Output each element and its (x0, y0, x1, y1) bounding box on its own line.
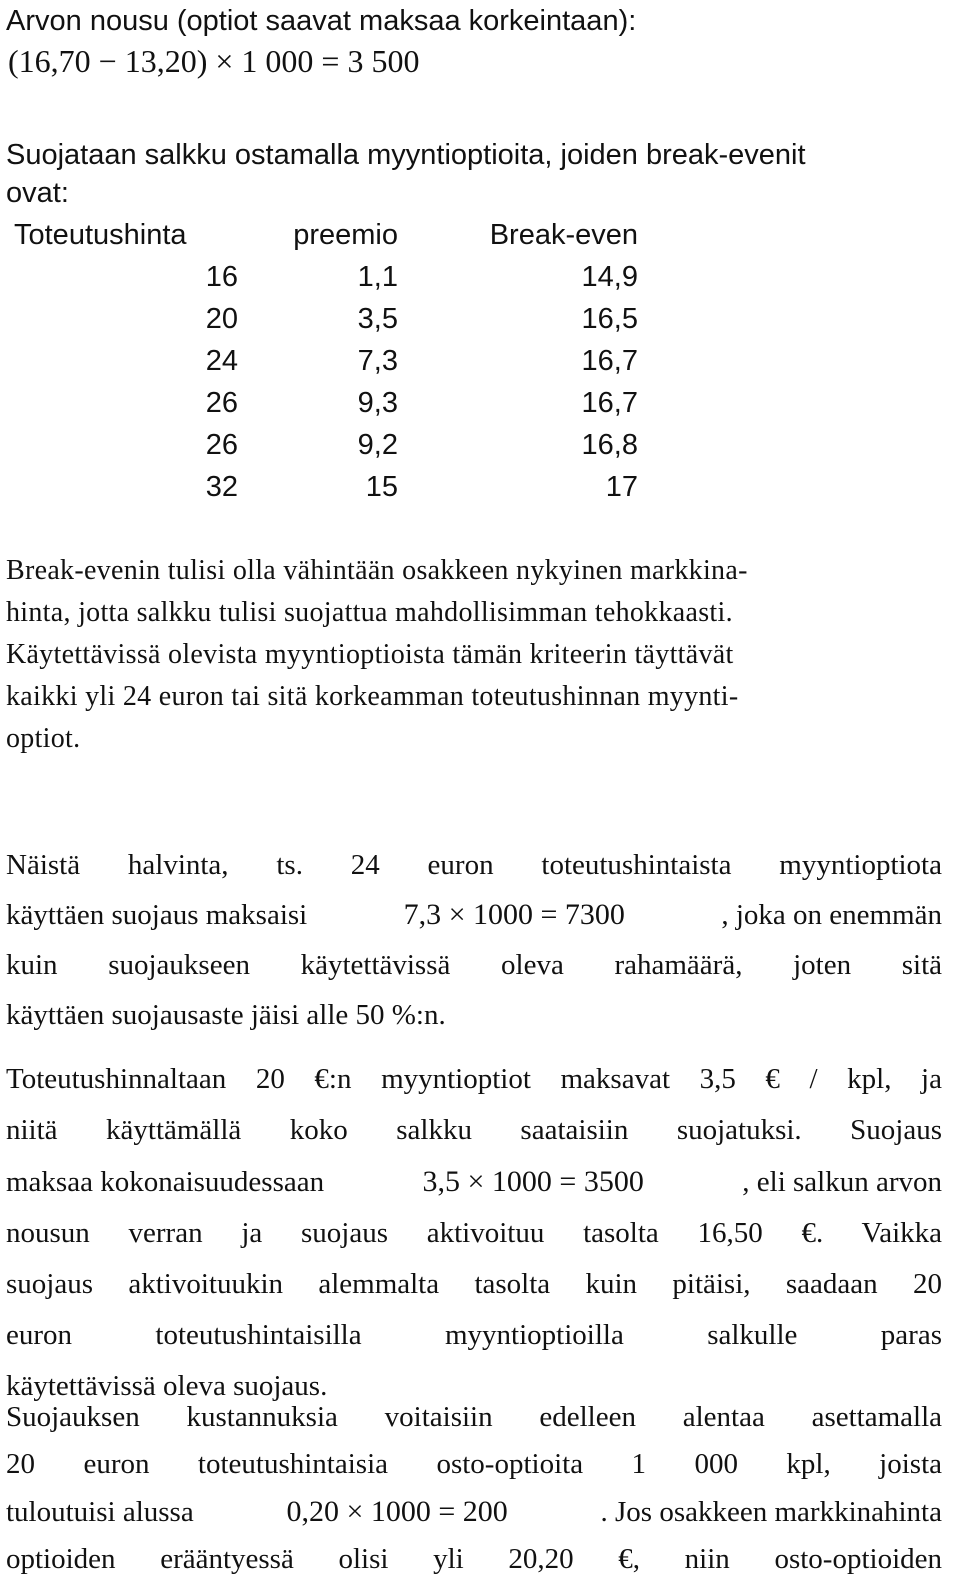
intro-formula-block (8, 40, 944, 84)
formula-toteutus: 3,5 × 1000 = 3500 (422, 1165, 644, 1198)
table-cell: 26 (205, 387, 238, 419)
paragraph-toteutus (6, 1054, 942, 1412)
table-cell: 1,1 (357, 261, 398, 293)
paragraph-line: käyttäen suojausaste jäisi alle 50 %:n. (6, 999, 446, 1031)
paragraph-text: , joka on enemmän (721, 899, 942, 931)
paragraph-line: ovat: (6, 177, 69, 209)
paragraph-line: niitä käyttämällä koko salkku saataisiin suojatuksi. Suojaus (6, 1114, 942, 1146)
paragraph-line: hinta, jotta salkku tulisi suojattua mahdollisimman tehokkaasti. (6, 597, 733, 628)
intro-section (6, 0, 942, 42)
paragraph-line: nousun verran ja suojaus aktivoituu tasolta 16,50 €. Vaikka (6, 1217, 942, 1249)
table-header-row (14, 214, 638, 256)
table-cell: 9,3 (357, 387, 398, 419)
table-row (14, 256, 638, 298)
table-cell: 3,5 (357, 303, 398, 335)
paragraph-line: Break-evenin tulisi olla vähintään osakkeen nykyinen markkina- (6, 555, 748, 586)
table-cell: 16,5 (581, 303, 638, 335)
table-header: Toteutushinta (14, 219, 187, 251)
table-cell: 32 (205, 471, 238, 503)
paragraph-text: . Jos osakkeen markkinahinta (600, 1496, 942, 1528)
paragraph-line-with-formula (6, 890, 942, 940)
paragraph-line: optiot. (6, 723, 81, 754)
paragraph-line: Suojauksen kustannuksia voitaisiin edelleen alentaa asettamalla (6, 1401, 942, 1433)
paragraph-text: , eli salkun arvon (742, 1166, 942, 1198)
paragraph-line-with-formula (6, 1156, 942, 1208)
table-cell: 14,9 (581, 261, 638, 293)
intro-heading: Arvon nousu (optiot saavat maksaa korkeintaan): (6, 5, 637, 37)
formula-kustannus: 0,20 × 1000 = 200 (286, 1495, 508, 1528)
table-cell: 17 (605, 471, 638, 503)
paragraph-line: käytettävissä oleva suojaus. (6, 1370, 328, 1402)
paragraph-line: Käytettävissä olevista myyntioptioista tämän kriteerin täyttävät (6, 639, 734, 670)
table-cell: 9,2 (357, 429, 398, 461)
paragraph-line: 20 euron toteutushintaisia osto-optioita 1 000 kpl, joista (6, 1448, 942, 1480)
table-cell: 16,8 (581, 429, 638, 461)
table-cell: 16,7 (581, 387, 638, 419)
table-row (14, 298, 638, 340)
table-cell: 20 (205, 303, 238, 335)
paragraph-naista (6, 840, 942, 1040)
paragraph-line: Näistä halvinta, ts. 24 euron toteutushintaista myyntioptiota (6, 849, 942, 881)
paragraph-suojataan (6, 134, 942, 214)
paragraph-text: maksaa kokonaisuudessaan (6, 1166, 325, 1198)
table-cell: 16 (205, 261, 238, 293)
intro-formula: (16,70 − 13,20) × 1 000 = 3 500 (8, 43, 420, 79)
paragraph-line: Suojataan salkku ostamalla myyntioptioita, joiden break-evenit (6, 139, 806, 171)
paragraph-kustannus (6, 1394, 942, 1583)
formula-naista: 7,3 × 1000 = 7300 (403, 898, 625, 931)
table-header: preemio (293, 219, 398, 251)
table-cell: 24 (205, 345, 238, 377)
paragraph-line-with-formula (6, 1488, 942, 1536)
paragraph-line: kuin suojaukseen käytettävissä oleva rahamäärä, joten sitä (6, 949, 942, 981)
table-cell: 16,7 (581, 345, 638, 377)
table-cell: 7,3 (357, 345, 398, 377)
paragraph-text: tuloutuisi alussa (6, 1496, 194, 1528)
table-header: Break-even (489, 219, 638, 251)
table-row (14, 466, 638, 508)
table-row (14, 424, 638, 466)
option-table (14, 214, 638, 508)
table-cell: 15 (365, 471, 398, 503)
paragraph-line: suojaus aktivoituukin alemmalta tasolta kuin pitäisi, saadaan 20 (6, 1268, 942, 1300)
paragraph-line: optioiden erääntyessä olisi yli 20,20 €, niin osto-optioiden (6, 1543, 942, 1575)
paragraph-line: Toteutushinnaltaan 20 €:n myyntioptiot maksavat 3,5 € / kpl, ja (6, 1063, 942, 1095)
table-cell: 26 (205, 429, 238, 461)
paragraph-line: kaikki yli 24 euron tai sitä korkeamman toteutushinnan myynti- (6, 681, 739, 712)
paragraph-text: käyttäen suojaus maksaisi (6, 899, 308, 931)
paragraph-breakeven (6, 550, 942, 760)
paragraph-line: euron toteutushintaisilla myyntioptioilla salkulle paras (6, 1319, 942, 1351)
table-row (14, 340, 638, 382)
table-row (14, 382, 638, 424)
